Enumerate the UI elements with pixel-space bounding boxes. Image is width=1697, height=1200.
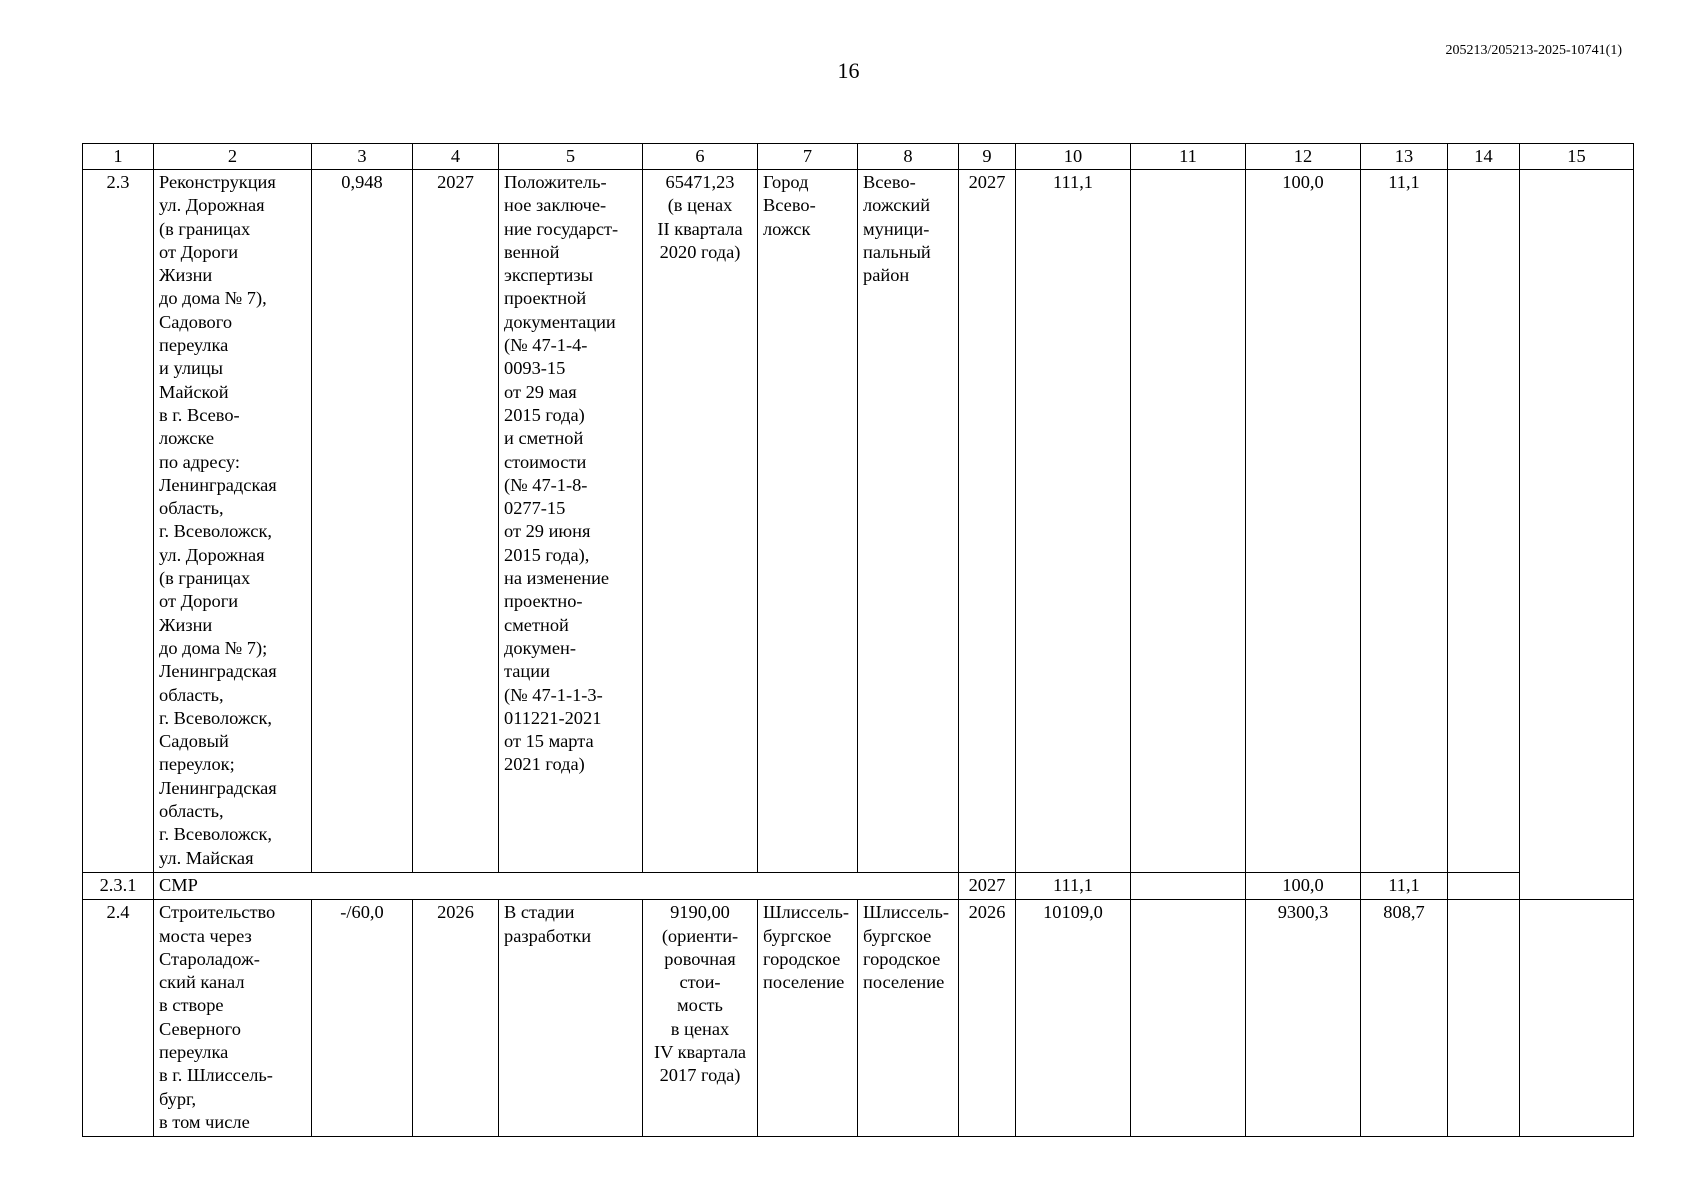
extra-cell xyxy=(1520,900,1634,1137)
total-cell: 111,1 xyxy=(1016,170,1131,873)
document-id: 205213/205213-2025-10741(1) xyxy=(1445,43,1622,58)
column-header: 13 xyxy=(1361,144,1448,170)
cost-cell: 65471,23 (в ценах II квартала 2020 года) xyxy=(643,170,758,873)
local-cell: 11,1 xyxy=(1361,170,1448,873)
finance-year-cell: 2027 xyxy=(959,170,1016,873)
federal-cell xyxy=(1131,872,1246,899)
finance-year-cell: 2026 xyxy=(959,900,1016,1137)
documentation-cell: Положитель- ное заключе- ние государст- венной экспертизы проектной документации (№ 47-1-4- 0093-15 от 29 мая 2015 года) и сметной стоимости (№ 47-1-8- 0277-15 от 29 июня 2015 года), на изменение проектно- сметной докумен- тации (№ 47-1-1-3- 011221-2021 от 15 марта 2021 года) xyxy=(499,170,643,873)
column-header: 2 xyxy=(154,144,312,170)
object-name: СМР xyxy=(154,872,959,899)
other-cell xyxy=(1448,900,1520,1137)
row-number: 2.3 xyxy=(83,170,154,873)
row-number: 2.4 xyxy=(83,900,154,1137)
extra-cell xyxy=(1520,170,1634,900)
finance-year-cell: 2027 xyxy=(959,872,1016,899)
column-header: 6 xyxy=(643,144,758,170)
federal-cell xyxy=(1131,170,1246,873)
column-header: 4 xyxy=(413,144,499,170)
column-header: 8 xyxy=(858,144,959,170)
object-name: Реконструкция ул. Дорожная (в границах от Дороги Жизни до дома № 7), Садового переулка и улицы Майской в г. Всево- ложске по адресу: Ленинградская область, г. Всеволожск, ул. Дорожная (в границах от Дороги Жизни до дома № 7); Ленинградская область, г. Всеволожск, Садовый переулок; Ленинградская область, г. Всеволожск, ул. Майская xyxy=(154,170,312,873)
documentation-cell: В стадии разработки xyxy=(499,900,643,1137)
page-number: 16 xyxy=(837,58,860,83)
federal-cell xyxy=(1131,900,1246,1137)
year-cell: 2026 xyxy=(413,900,499,1137)
column-header: 15 xyxy=(1520,144,1634,170)
location-cell: Город Всево- ложск xyxy=(758,170,858,873)
capacity-cell: -/60,0 xyxy=(312,900,413,1137)
location-cell: Шлиссель- бургское городское поселение xyxy=(758,900,858,1137)
district-cell: Шлиссель- бургское городское поселение xyxy=(858,900,959,1137)
column-header: 9 xyxy=(959,144,1016,170)
local-cell: 11,1 xyxy=(1361,872,1448,899)
column-header: 10 xyxy=(1016,144,1131,170)
total-cell: 10109,0 xyxy=(1016,900,1131,1137)
other-cell xyxy=(1448,872,1520,899)
column-header: 5 xyxy=(499,144,643,170)
table-row xyxy=(83,872,1634,899)
local-cell: 808,7 xyxy=(1361,900,1448,1137)
cost-cell: 9190,00 (ориенти- ровочная стои- мость в ценах IV квартала 2017 года) xyxy=(643,900,758,1137)
district-cell: Всево- ложский муници- пальный район xyxy=(858,170,959,873)
capacity-cell: 0,948 xyxy=(312,170,413,873)
column-header: 11 xyxy=(1131,144,1246,170)
column-number-row xyxy=(83,144,1634,170)
column-header: 1 xyxy=(83,144,154,170)
row-number: 2.3.1 xyxy=(83,872,154,899)
column-header: 7 xyxy=(758,144,858,170)
table-row xyxy=(83,170,1634,873)
table-row xyxy=(83,900,1634,1137)
regional-cell: 100,0 xyxy=(1246,872,1361,899)
regional-cell: 100,0 xyxy=(1246,170,1361,873)
year-cell: 2027 xyxy=(413,170,499,873)
object-name: Строительство моста через Староладож- ский канал в створе Северного переулка в г. Шлиссель- бург, в том числе xyxy=(154,900,312,1137)
column-header: 3 xyxy=(312,144,413,170)
column-header: 14 xyxy=(1448,144,1520,170)
data-table xyxy=(82,143,1634,1137)
other-cell xyxy=(1448,170,1520,873)
total-cell: 111,1 xyxy=(1016,872,1131,899)
regional-cell: 9300,3 xyxy=(1246,900,1361,1137)
column-header: 12 xyxy=(1246,144,1361,170)
